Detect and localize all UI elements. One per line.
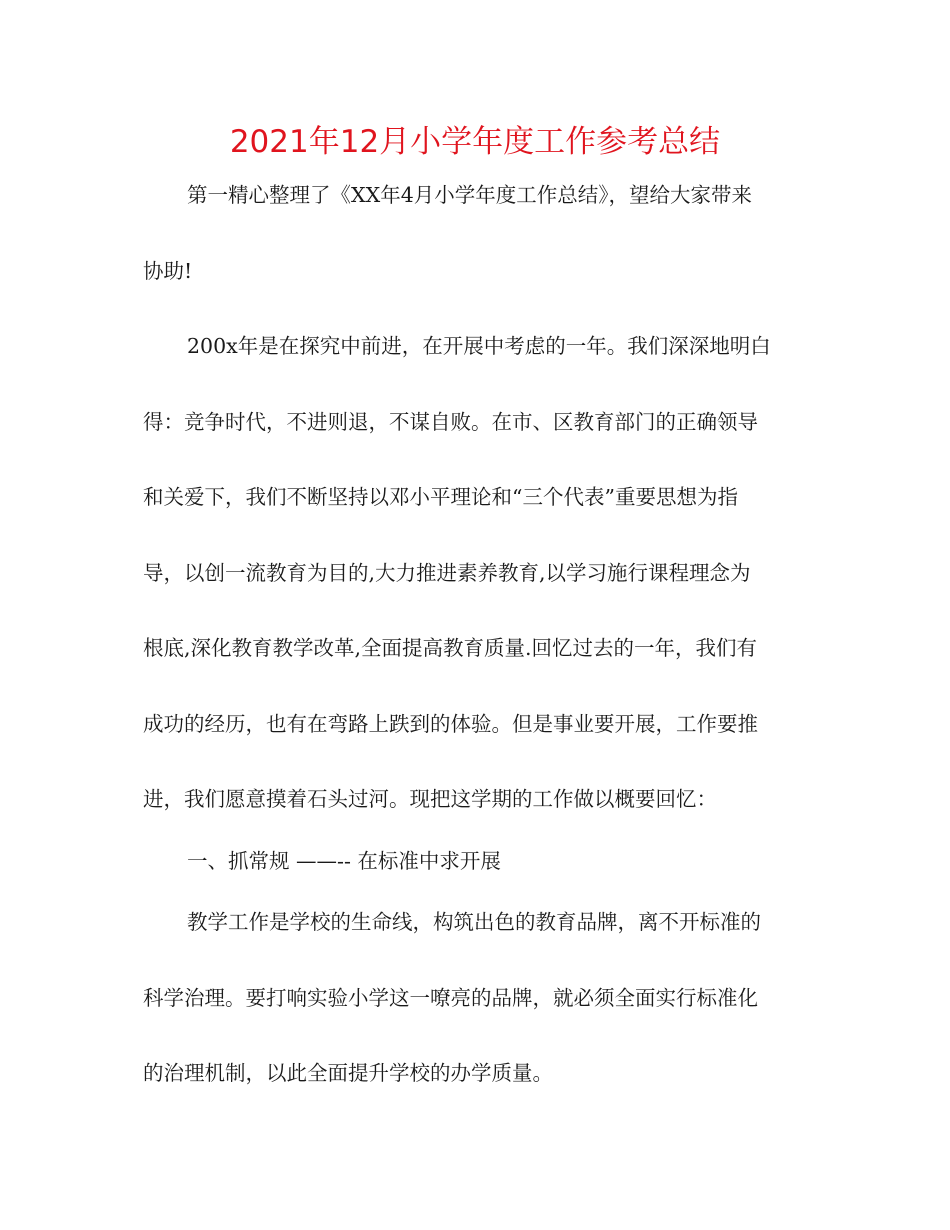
paragraph-line: 第一精心整理了《XX年4月小学年度工作总结》，望给大家带来: [187, 183, 752, 207]
paragraph-line: 和关爱下，我们不断坚持以邓小平理论和“三个代表”重要思想为指: [143, 485, 738, 509]
paragraph-line: 根底,深化教育教学改革,全面提高教育质量.回忆过去的一年，我们有: [143, 636, 758, 660]
paragraph-line: 科学治理。要打响实验小学这一嘹亮的品牌，就必须全面实行标准化: [143, 986, 758, 1010]
section-heading: 一、抓常规 ——-- 在标准中求开展: [187, 849, 501, 873]
paragraph-line: 得：竞争时代，不进则退，不谋自败。在市、区教育部门的正确领导: [143, 410, 758, 434]
paragraph-line: 导，以创一流教育为目的,大力推进素养教育,以学习施行课程理念为: [143, 561, 751, 585]
document-title: 2021年12月小学年度工作参考总结: [229, 124, 721, 160]
paragraph-line: 的治理机制，以此全面提升学校的办学质量。: [143, 1061, 553, 1085]
paragraph-line: 200x年是在探究中前进，在开展中考虑的一年。我们深深地明白: [187, 334, 771, 358]
paragraph-line: 进，我们愿意摸着石头过河。现把这学期的工作做以概要回忆：: [143, 787, 717, 811]
paragraph-line: 教学工作是学校的生命线，构筑出色的教育品牌，离不开标准的: [187, 910, 761, 934]
paragraph-line: 协助!: [143, 259, 193, 283]
paragraph-line: 成功的经历，也有在弯路上跌到的体验。但是事业要开展，工作要推: [143, 712, 758, 736]
